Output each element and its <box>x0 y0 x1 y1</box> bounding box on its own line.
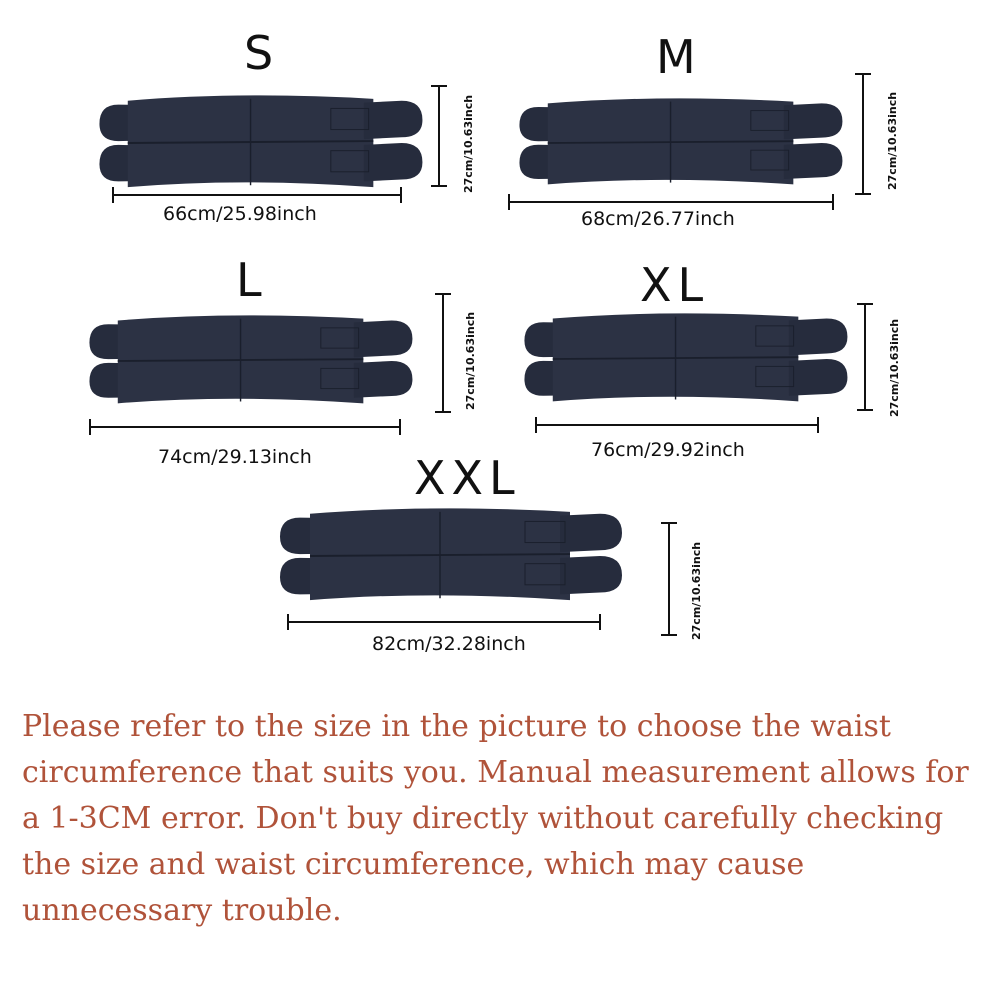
height-measure-bar-xl <box>864 303 866 411</box>
belt-image-xl <box>515 313 855 405</box>
width-label-xxl: 82cm/32.28inch <box>372 633 526 655</box>
width-measure-bar-l <box>89 426 401 428</box>
size-label-xl: XL <box>640 258 710 312</box>
height-measure-bar-s <box>438 85 440 187</box>
width-measure-bar-m <box>508 201 834 203</box>
width-label-s: 66cm/25.98inch <box>163 203 317 225</box>
height-label-m: 27cm/10.63inch <box>886 91 899 190</box>
size-label-l: L <box>236 253 268 307</box>
height-label-xxl: 27cm/10.63inch <box>690 541 703 640</box>
belt-image-m <box>510 98 850 188</box>
belt-image-l <box>80 315 420 407</box>
belt-image-s <box>90 95 430 191</box>
width-measure-bar-xl <box>535 424 819 426</box>
size-label-m: M <box>656 30 702 84</box>
height-label-s: 27cm/10.63inch <box>462 94 475 193</box>
size-label-s: S <box>244 26 280 80</box>
size-label-xxl: XXL <box>414 451 521 505</box>
size-notice-text: Please refer to the size in the picture to choose the waist circumference that suits you. Manual measurement allows for a 1-3CM error. Don't buy directly without carefully checking the size and waist circumference, which may cause unnecessary trouble. <box>22 709 969 928</box>
width-label-l: 74cm/29.13inch <box>158 446 312 468</box>
height-label-l: 27cm/10.63inch <box>464 311 477 410</box>
height-measure-bar-xxl <box>668 522 670 636</box>
width-label-xl: 76cm/29.92inch <box>591 439 745 461</box>
height-measure-bar-l <box>442 293 444 413</box>
height-measure-bar-m <box>862 73 864 195</box>
height-label-xl: 27cm/10.63inch <box>888 318 901 417</box>
width-measure-bar-s <box>112 194 402 196</box>
width-label-m: 68cm/26.77inch <box>581 208 735 230</box>
belt-image-xxl <box>270 508 630 604</box>
width-measure-bar-xxl <box>287 621 601 623</box>
